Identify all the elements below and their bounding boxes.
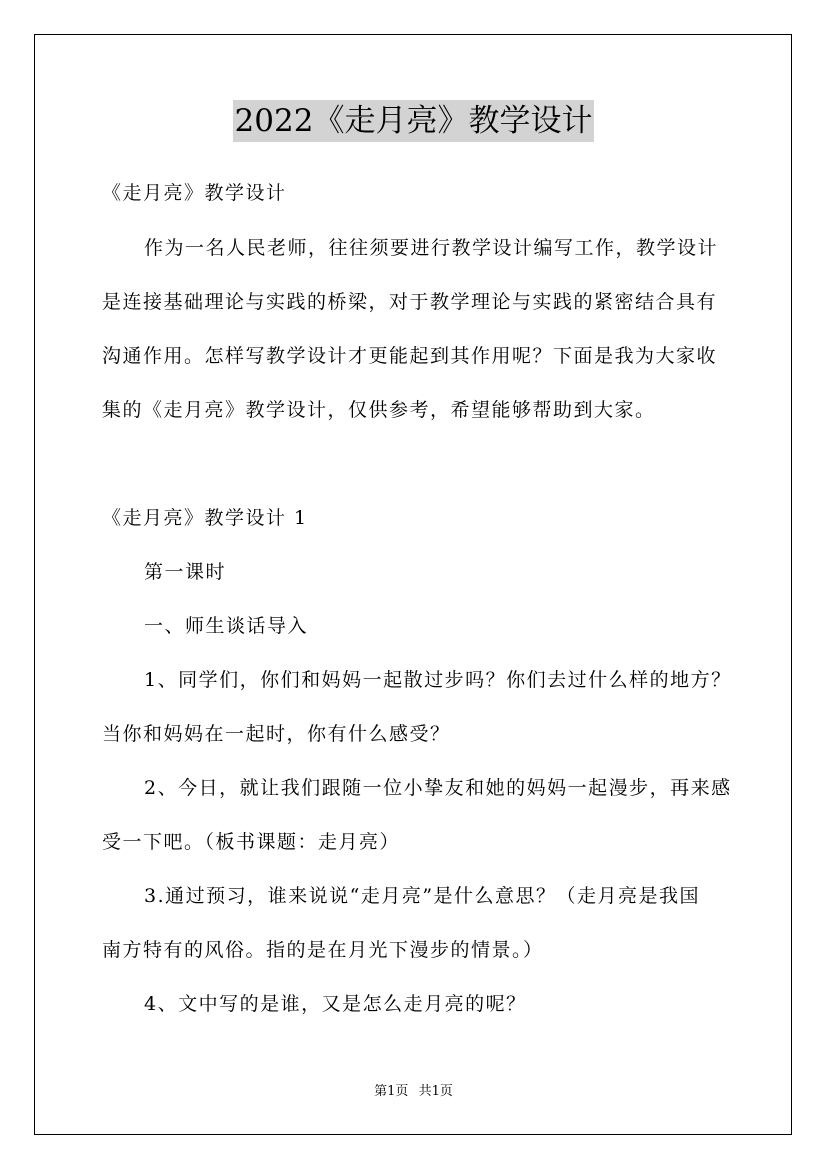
item-line: 1、同学们，你们和妈妈一起散过步吗？你们去过什么样的地方？	[144, 669, 732, 691]
intro-line: 作为一名人民老师，往往须要进行教学设计编写工作，教学设计	[144, 237, 719, 259]
intro-line: 集的《走月亮》教学设计，仅供参考，希望能够帮助到大家。	[102, 399, 656, 421]
section-heading: 《走月亮》教学设计 1	[102, 507, 308, 529]
page-footer	[0, 1082, 827, 1102]
item-line: 2、今日，就让我们跟随一位小挚友和她的妈妈一起漫步，再来感	[144, 777, 732, 799]
item-line: 受一下吧。（板书课题：走月亮）	[102, 831, 401, 853]
item-line: 4、文中写的是谁，又是怎么走月亮的呢？	[144, 993, 527, 1015]
page-total: 共1页	[418, 1084, 453, 1099]
item-line: 当你和妈妈在一起时，你有什么感受？	[102, 723, 451, 745]
title-wrap	[0, 100, 827, 142]
document-title: 2022《走月亮》教学设计	[233, 100, 595, 142]
page-number: 第1页	[374, 1084, 409, 1099]
intro-line: 沟通作用。怎样写教学设计才更能起到其作用呢？下面是我为大家收	[102, 345, 718, 367]
lesson-label: 第一课时	[144, 561, 227, 583]
item-line: 南方特有的风俗。指的是在月光下漫步的情景。）	[102, 939, 544, 961]
item-line: 3.通过预习，谁来说说“走月亮”是什么意思？（走月亮是我国	[144, 885, 701, 907]
intro-line: 是连接基础理论与实践的桥梁，对于教学理论与实践的紧密结合具有	[102, 291, 718, 313]
section-heading: 《走月亮》教学设计	[102, 182, 287, 204]
section-title: 一、师生谈话导入	[144, 615, 309, 637]
